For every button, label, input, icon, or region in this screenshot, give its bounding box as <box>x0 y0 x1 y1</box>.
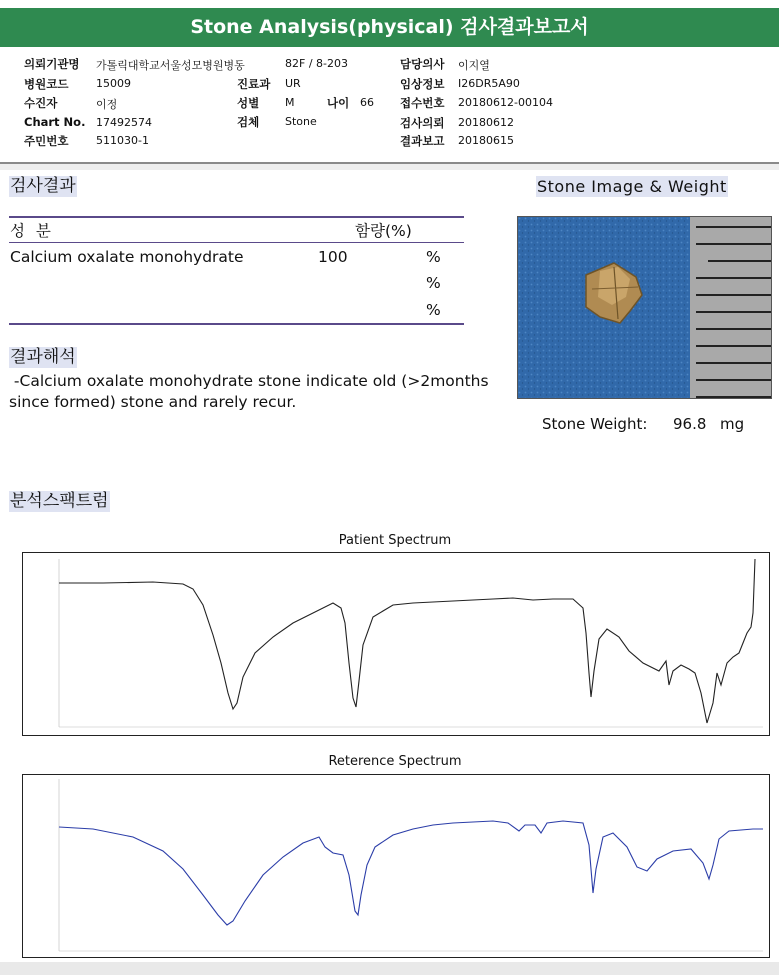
info-value-institution: 가톨릭대학교서울성모병원병동 <box>96 59 245 72</box>
info-value-request-date: 20180612 <box>458 116 514 129</box>
stone-photo-image <box>518 217 771 398</box>
info-value-patient: 이정 <box>96 98 118 111</box>
spectrum-heading: 분석스팩트럼 <box>10 491 109 511</box>
divider-band <box>0 164 779 170</box>
info-label-clinical-info: 임상정보 <box>400 77 445 91</box>
table-top-rule <box>9 216 464 218</box>
info-label-request-date: 검사의뢰 <box>400 116 445 130</box>
reference-spectrum-plot <box>23 775 769 957</box>
info-value-age: 66 <box>360 96 374 109</box>
info-value-clinical-info: I26DR5A90 <box>458 77 520 90</box>
results-heading: 검사결과 <box>10 176 76 196</box>
stone-heading: Stone Image & Weight <box>537 177 727 196</box>
interpretation-text-line2: since formed) stone and rarely recur. <box>9 393 297 411</box>
info-value-doctor: 이지열 <box>458 59 490 72</box>
info-value-chart-no: 17492574 <box>96 116 152 129</box>
patient-spectrum-plot <box>23 553 769 735</box>
patient-spectrum-chart <box>22 552 770 736</box>
patient-spectrum-line <box>59 559 755 723</box>
patient-spectrum-title: Patient Spectrum <box>338 533 452 548</box>
info-value-hospital-code: 15009 <box>96 77 131 90</box>
column-content: 함량(%) <box>355 222 412 240</box>
info-label-resident-no: 주민번호 <box>24 134 69 148</box>
component-value: 100 <box>318 248 348 266</box>
info-value-department: UR <box>285 77 301 90</box>
component-unit: % <box>426 274 441 292</box>
info-label-chart-no: Chart No. <box>24 115 86 129</box>
patient-info-panel <box>0 49 779 164</box>
info-label-patient: 수진자 <box>24 96 58 110</box>
footer-band <box>0 962 779 975</box>
stone-weight-unit: mg <box>720 415 745 433</box>
stone-weight-label: Stone Weight: <box>542 415 648 433</box>
info-value-ward: 82F / 8-203 <box>285 57 348 70</box>
info-label-accession-no: 접수번호 <box>400 96 445 110</box>
stone-photo <box>517 216 772 399</box>
table-header-rule <box>9 242 464 243</box>
info-label-institution: 의뢰기관명 <box>24 57 80 71</box>
report-title: Stone Analysis(physical) 검사결과보고서 <box>0 8 779 47</box>
info-value-accession-no: 20180612-00104 <box>458 96 553 109</box>
info-value-report-date: 20180615 <box>458 134 514 147</box>
info-label-age: 나이 <box>327 96 350 110</box>
component-name: Calcium oxalate monohydrate <box>10 248 244 266</box>
interpretation-text-line1: -Calcium oxalate monohydrate stone indicate old (>2months <box>9 372 489 390</box>
info-value-sex: M <box>285 96 295 109</box>
info-label-doctor: 담당의사 <box>400 57 445 71</box>
info-label-sex: 성별 <box>237 96 260 110</box>
reference-spectrum-chart <box>22 774 770 958</box>
reference-spectrum-line <box>59 821 763 925</box>
info-label-report-date: 결과보고 <box>400 134 445 148</box>
component-unit: % <box>426 301 441 319</box>
stone-weight-value: 96.8 <box>673 415 707 433</box>
table-bottom-rule <box>9 323 464 325</box>
component-unit: % <box>426 248 441 266</box>
info-value-specimen: Stone <box>285 115 317 128</box>
info-value-resident-no: 511030-1 <box>96 134 149 147</box>
info-label-specimen: 검체 <box>237 115 260 129</box>
info-label-hospital-code: 병원코드 <box>24 77 69 91</box>
reference-spectrum-title: Reterence Spectrum <box>328 754 462 769</box>
column-component: 성 분 <box>10 222 54 240</box>
interpretation-heading: 결과해석 <box>10 347 76 367</box>
info-label-department: 진료과 <box>237 77 271 91</box>
